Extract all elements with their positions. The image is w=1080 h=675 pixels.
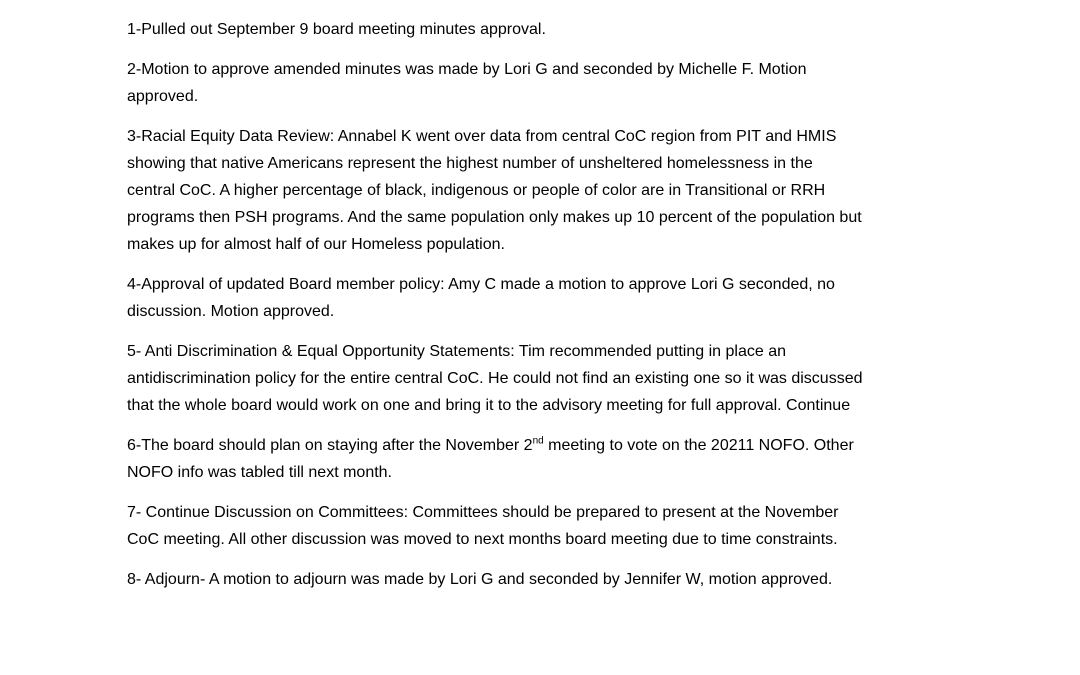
- text-line: showing that native Americans represent the highest number of unsheltered homelessness in the: [127, 155, 813, 172]
- text-line: central CoC. A higher percentage of black, indigenous or people of color are in Transitional or RRH: [127, 182, 826, 199]
- minutes-item-2: [127, 56, 957, 110]
- text-line: makes up for almost half of our Homeless population.: [127, 236, 505, 253]
- ordinal-suffix: nd: [532, 435, 544, 447]
- minutes-item-3: [127, 123, 957, 258]
- text-line: 5- Anti Discrimination & Equal Opportunity Statements: Tim recommended putting in place an: [127, 343, 786, 360]
- minutes-item-1: [127, 16, 957, 43]
- text-line: NOFO info was tabled till next month.: [127, 464, 392, 481]
- text-segment: meeting to vote on the 20211 NOFO. Other: [543, 437, 854, 454]
- minutes-document: [127, 16, 957, 606]
- text-line: [127, 432, 957, 459]
- text-line: that the whole board would work on one and bring it to the advisory meeting for full approval. Continue: [127, 397, 851, 414]
- minutes-item-5: [127, 338, 957, 419]
- text-line: CoC meeting. All other discussion was moved to next months board meeting due to time constraints.: [127, 531, 838, 548]
- text-line: 2-Motion to approve amended minutes was made by Lori G and seconded by Michelle F. Motion: [127, 61, 807, 78]
- minutes-item-6: [127, 432, 957, 486]
- minutes-item-7: [127, 499, 957, 553]
- minutes-item-8: [127, 566, 957, 593]
- text-line: approved.: [127, 88, 199, 105]
- text-line: programs then PSH programs. And the same population only makes up 10 percent of the population but: [127, 209, 862, 226]
- text-line: 7- Continue Discussion on Committees: Committees should be prepared to present at the November: [127, 504, 839, 521]
- text-line: 8- Adjourn- A motion to adjourn was made by Lori G and seconded by Jennifer W, motion approved.: [127, 571, 833, 588]
- text-line: 4-Approval of updated Board member policy: Amy C made a motion to approve Lori G seconded, no: [127, 276, 835, 293]
- text-segment: 6-The board should plan on staying after the November 2: [127, 437, 533, 454]
- text-line: antidiscrimination policy for the entire central CoC. He could not find an existing one so it was discussed: [127, 370, 863, 387]
- text-line: discussion. Motion approved.: [127, 303, 335, 320]
- text-line: 1-Pulled out September 9 board meeting minutes approval.: [127, 21, 546, 38]
- text-line: 3-Racial Equity Data Review: Annabel K went over data from central CoC region from PIT and HMIS: [127, 128, 837, 145]
- minutes-item-4: [127, 271, 957, 325]
